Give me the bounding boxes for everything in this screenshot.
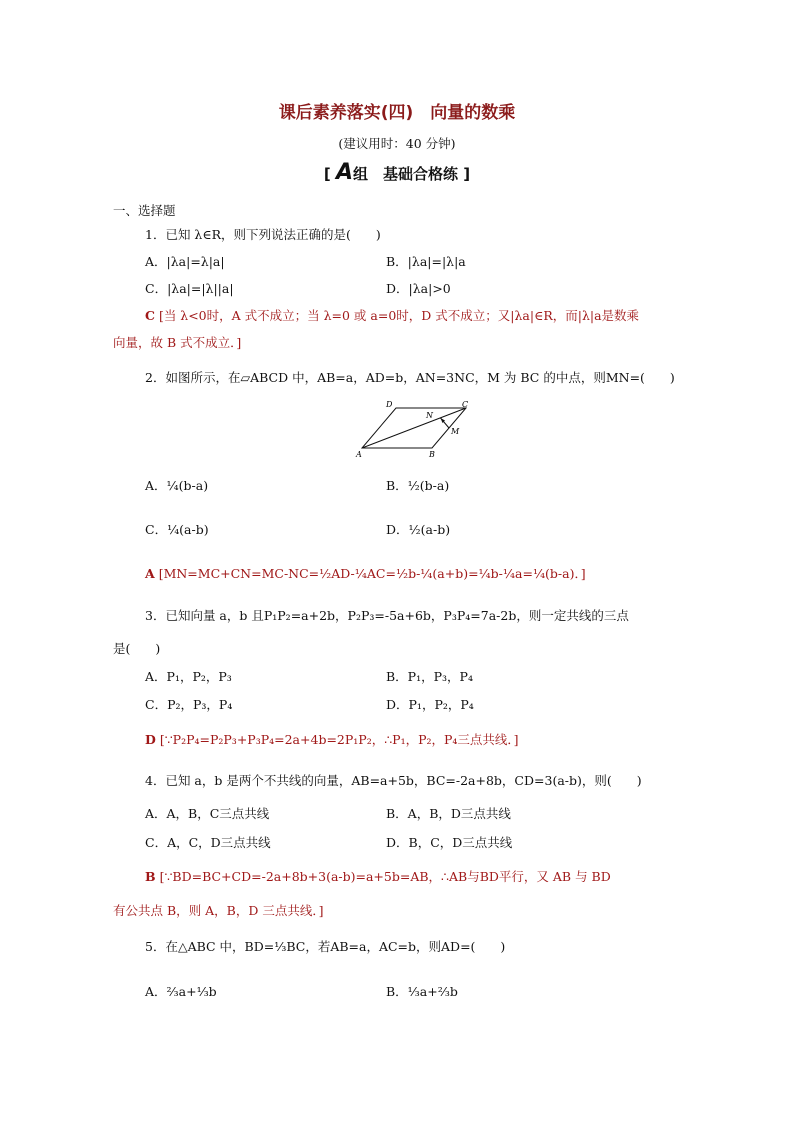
q1-option-a[interactable]: A．|λa|=λ|a|: [145, 254, 225, 269]
q1-option-d[interactable]: D．|λa|>0: [386, 281, 451, 296]
q1-explain-1: [当 λ<0时，A 式不成立；当 λ=0 或 a=0时，D 式不成立；又|λa|∈R，而|λ|a是数乘: [158, 308, 640, 323]
q2-option-d[interactable]: D．½(a-b): [386, 522, 451, 537]
time-note: (建议用时：40 分钟): [338, 136, 456, 151]
q3-answer: D: [145, 732, 156, 747]
section-label: 一、选择题: [113, 203, 176, 218]
q3-stem-cont: 是( ): [113, 641, 161, 656]
label-n: N: [426, 411, 433, 420]
q2-answer-line: [145, 564, 586, 582]
q2-option-c[interactable]: C．¼(a-b): [145, 522, 209, 537]
group-label: 组 基础合格练: [353, 165, 459, 183]
label-m: M: [451, 427, 460, 436]
q4-option-b[interactable]: B．A，B，D三点共线: [386, 806, 511, 821]
q1-option-b[interactable]: B．|λa|=|λ|a: [386, 254, 466, 269]
q1-explain-2: 向量，故 B 式不成立．]: [113, 335, 242, 350]
q2-answer: A: [145, 566, 155, 581]
q4-answer-line: [145, 867, 611, 885]
q4-option-c[interactable]: C．A，C，D三点共线: [145, 835, 271, 850]
q3-explain-1: [∵P₂P₄=P₂P₃+P₃P₄=2a+4b=2P₁P₂，∴P₁，P₂，P₄三点共线．]: [159, 732, 519, 747]
group-bracket-close: ]: [463, 165, 471, 183]
label-d: D: [386, 400, 393, 409]
q3-option-d[interactable]: D．P₁，P₂，P₄: [386, 697, 474, 712]
group-bracket-open: [: [323, 165, 331, 183]
q4-answer: B: [145, 869, 156, 884]
q3-option-b[interactable]: B．P₁，P₃，P₄: [386, 669, 473, 684]
q5-option-b[interactable]: B．⅓a+⅔b: [386, 984, 458, 999]
q1-answer-line: [145, 306, 639, 324]
q2-stem: 2．如图所示，在▱ABCD 中，AB=a，AD=b，AN=3NC，M 为 BC 的中点，则MN=( ): [145, 370, 675, 385]
parallelogram-figure: [348, 398, 478, 460]
q2-option-b[interactable]: B．½(b-a): [386, 478, 450, 493]
q1-option-c[interactable]: C．|λa|=|λ||a|: [145, 281, 234, 296]
q2-explain-1: [MN=MC+CN=MC-NC=½AD-¼AC=½b-¼(a+b)=¼b-¼a=¼(b-a)．]: [158, 566, 586, 581]
q4-stem: 4．已知 a，b 是两个不共线的向量，AB=a+5b，BC=-2a+8b，CD=3(a-b)，则( ): [145, 773, 642, 788]
label-b: B: [429, 450, 435, 459]
q3-option-c[interactable]: C．P₂，P₃，P₄: [145, 697, 233, 712]
q4-explain-2: 有公共点 B，则 A，B，D 三点共线．]: [113, 903, 324, 918]
q2-option-a[interactable]: A．¼(b-a): [145, 478, 209, 493]
q3-stem: 3．已知向量 a，b 且P₁P₂=a+2b，P₂P₃=-5a+6b，P₃P₄=7a-2b，则一定共线的三点: [145, 608, 629, 623]
q1-answer: C: [145, 308, 155, 323]
q5-stem: 5．在△ABC 中，BD=⅓BC，若AB=a，AC=b，则AD=( ): [145, 939, 506, 954]
label-c: C: [462, 400, 469, 409]
q3-answer-line: [145, 730, 519, 748]
q3-option-a[interactable]: A．P₁，P₂，P₃: [145, 669, 232, 684]
q4-explain-1: [∵BD=BC+CD=-2a+8b+3(a-b)=a+5b=AB，∴AB与BD平行，又 AB 与 BD: [159, 869, 611, 884]
q4-option-d[interactable]: D．B，C，D三点共线: [386, 835, 513, 850]
q1-stem: 1．已知 λ∈R，则下列说法正确的是( ): [145, 227, 381, 242]
q4-option-a[interactable]: A．A，B，C三点共线: [145, 806, 270, 821]
q5-option-a[interactable]: A．⅔a+⅓b: [145, 984, 217, 999]
group-heading: [0, 160, 794, 185]
group-letter: A: [335, 160, 353, 185]
label-a: A: [356, 450, 362, 459]
page-title: 课后素养落实(四) 向量的数乘: [278, 103, 516, 123]
